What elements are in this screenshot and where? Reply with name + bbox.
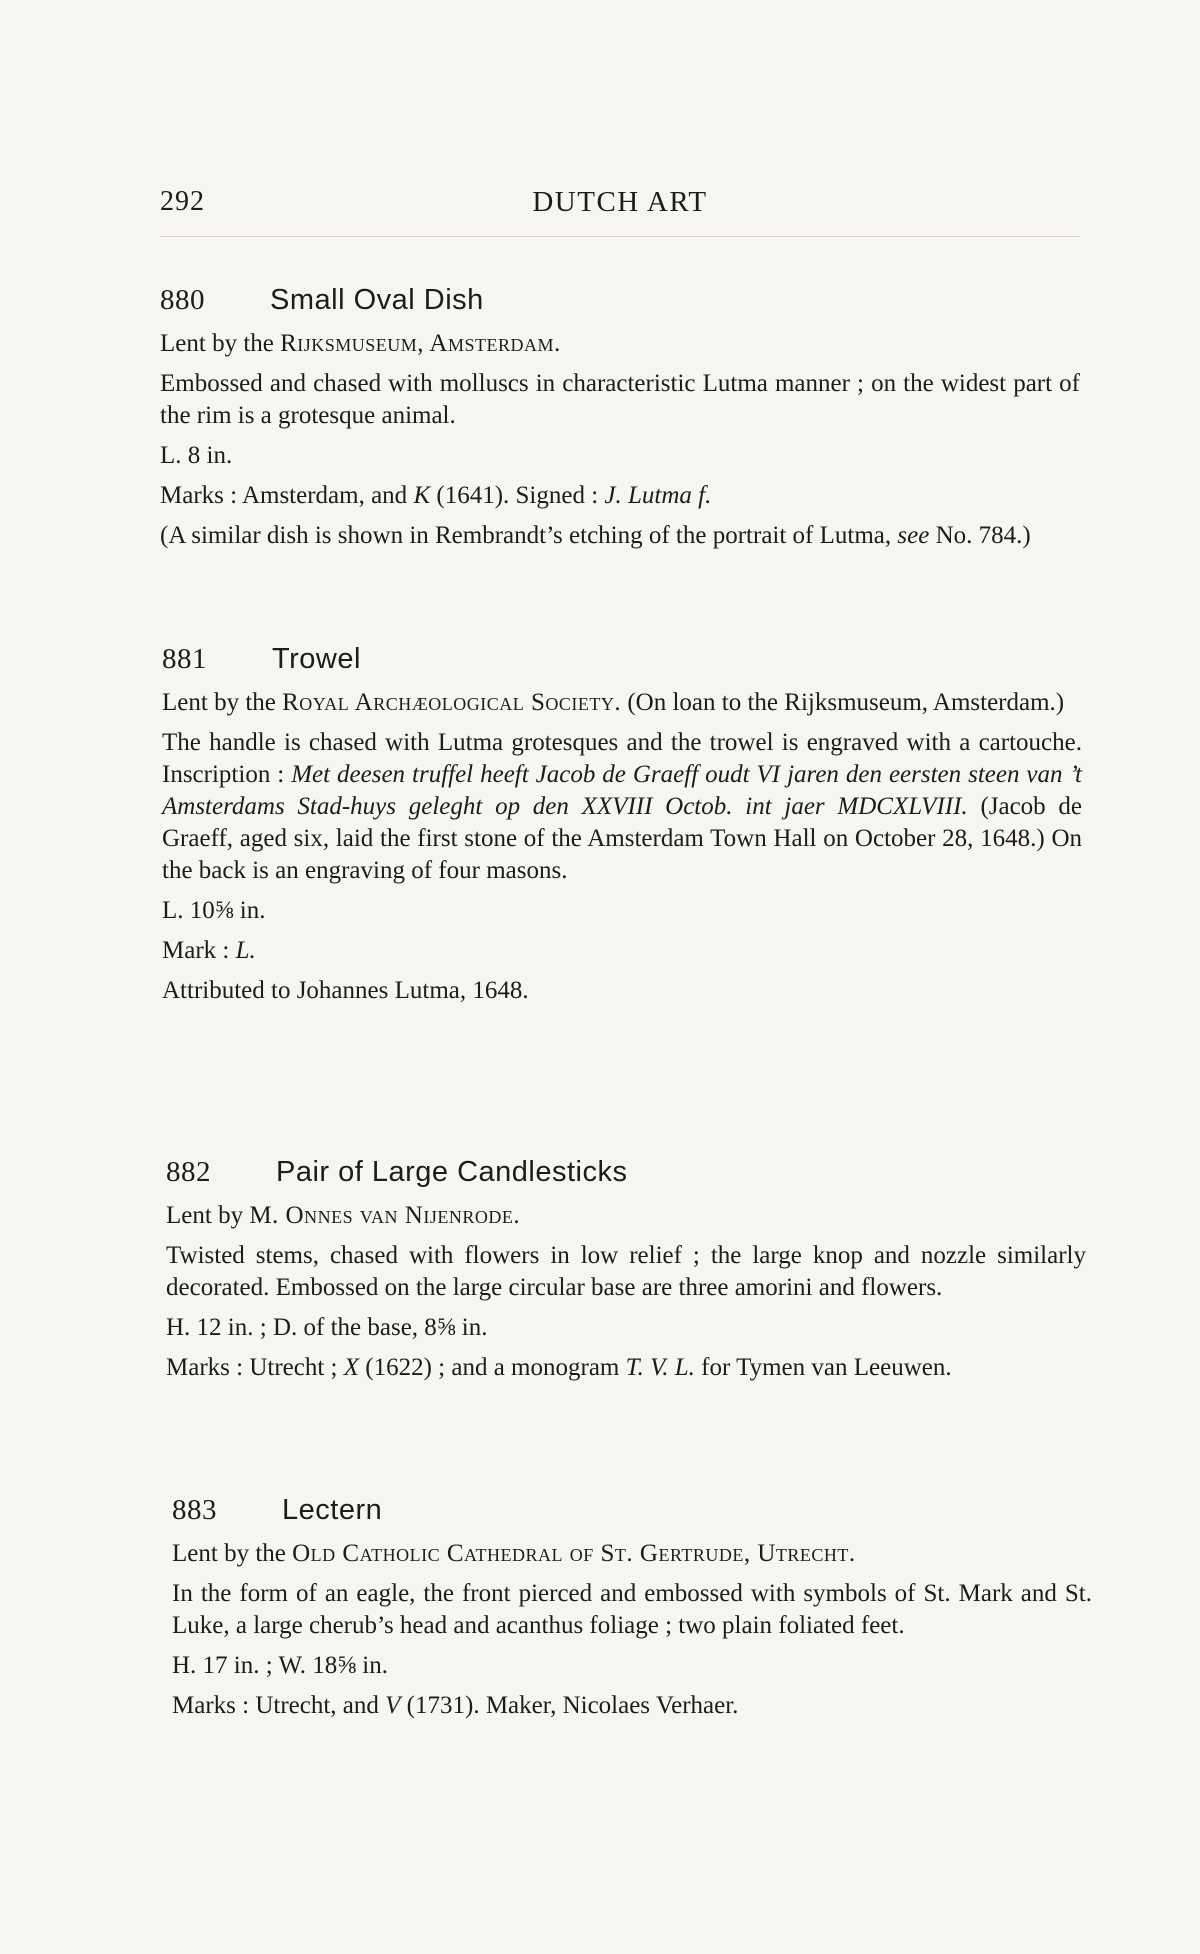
entry-number: 883: [172, 1494, 217, 1526]
entry-title: Small Oval Dish: [270, 284, 484, 316]
catalogue-entry-883: [172, 1494, 1092, 1730]
entry-number: 880: [160, 284, 205, 316]
lender-line: Lent by the Royal Archæological Society. (On loan to the Rijksmuseum, Amsterdam.): [162, 689, 1065, 716]
entry-number: 882: [166, 1156, 211, 1188]
translation: (Jacob de Graeff, aged six, laid the first stone of the Amsterdam Town Hall on October 28, 1648.) On the back is an engraving of four masons.: [162, 793, 1083, 884]
entry-title: Lectern: [282, 1494, 383, 1526]
lender-line: Lent by the Rijksmuseum, Amsterdam.: [160, 330, 561, 357]
entry-heading: [160, 284, 1080, 328]
page-number: 292: [160, 186, 205, 217]
note: (A similar dish is shown in Rembrandt’s etching of the portrait of Lutma, see No. 784.): [160, 522, 1031, 549]
page-header: [160, 186, 1080, 226]
header-rule: [160, 236, 1080, 237]
dimensions: L. 8 in.: [160, 442, 233, 469]
entry-heading: [166, 1156, 1086, 1200]
marks-line: Mark : L.: [162, 937, 256, 964]
dimensions: H. 12 in. ; D. of the base, 8⅝ in.: [166, 1314, 488, 1341]
catalogue-entry-880: [160, 284, 1080, 560]
lender-line: Lent by the Old Catholic Cathedral of St. Gertrude, Utrecht.: [172, 1540, 856, 1567]
catalogue-entry-882: [166, 1156, 1086, 1392]
dimensions: H. 17 in. ; W. 18⅝ in.: [172, 1652, 388, 1679]
lender-line: Lent by M. Onnes van Nijenrode.: [166, 1202, 521, 1229]
description: Twisted stems, chased with flowers in low relief ; the large knop and nozzle similarly decorated. Embossed on the large circular base are three amorini and flowers.: [166, 1242, 1086, 1301]
description: The handle is chased with Lutma grotesques and the trowel is engraved with a cartouche. Inscription : Met deesen truffel heeft Jacob de Graeff oudt VI jaren den eersten steen van ’t Amsterdams Stad-huys geleght op den XXVIII Octob. int jaer MDCXLVIII. (Jacob de Graeff, aged six, laid the first stone of the Amsterdam Town Hall on October 28, 1648.) On the back is an engraving of four masons.: [162, 729, 1083, 884]
entry-number: 881: [162, 643, 207, 675]
running-title: DUTCH ART: [532, 186, 708, 218]
inscription: Met deesen truffel heeft Jacob de Graeff oudt VI jaren den eersten steen van ’t Amsterdams Stad-huys geleght op den XXVIII Octob. int jaer MDCXLVIII.: [162, 761, 1082, 820]
attribution: Attributed to Johannes Lutma, 1648.: [162, 977, 529, 1004]
marks-line: Marks : Utrecht ; X (1622) ; and a monogram T. V. L. for Tymen van Leeuwen.: [166, 1354, 952, 1381]
description: Embossed and chased with molluscs in characteristic Lutma manner ; on the widest part of the rim is a grotesque animal.: [160, 370, 1080, 429]
catalogue-entry-881: [162, 643, 1082, 1015]
entry-title: Trowel: [272, 643, 361, 675]
marks-line: Marks : Amsterdam, and K (1641). Signed : J. Lutma f.: [160, 482, 712, 509]
dimensions: L. 10⅝ in.: [162, 897, 266, 924]
marks-line: Marks : Utrecht, and V (1731). Maker, Nicolaes Verhaer.: [172, 1692, 739, 1719]
entry-heading: [172, 1494, 1092, 1538]
description: In the form of an eagle, the front pierced and embossed with symbols of St. Mark and St. Luke, a large cherub’s head and acanthus foliage ; two plain foliated feet.: [172, 1580, 1092, 1639]
entry-heading: [162, 643, 1082, 687]
entry-title: Pair of Large Candlesticks: [276, 1156, 628, 1188]
